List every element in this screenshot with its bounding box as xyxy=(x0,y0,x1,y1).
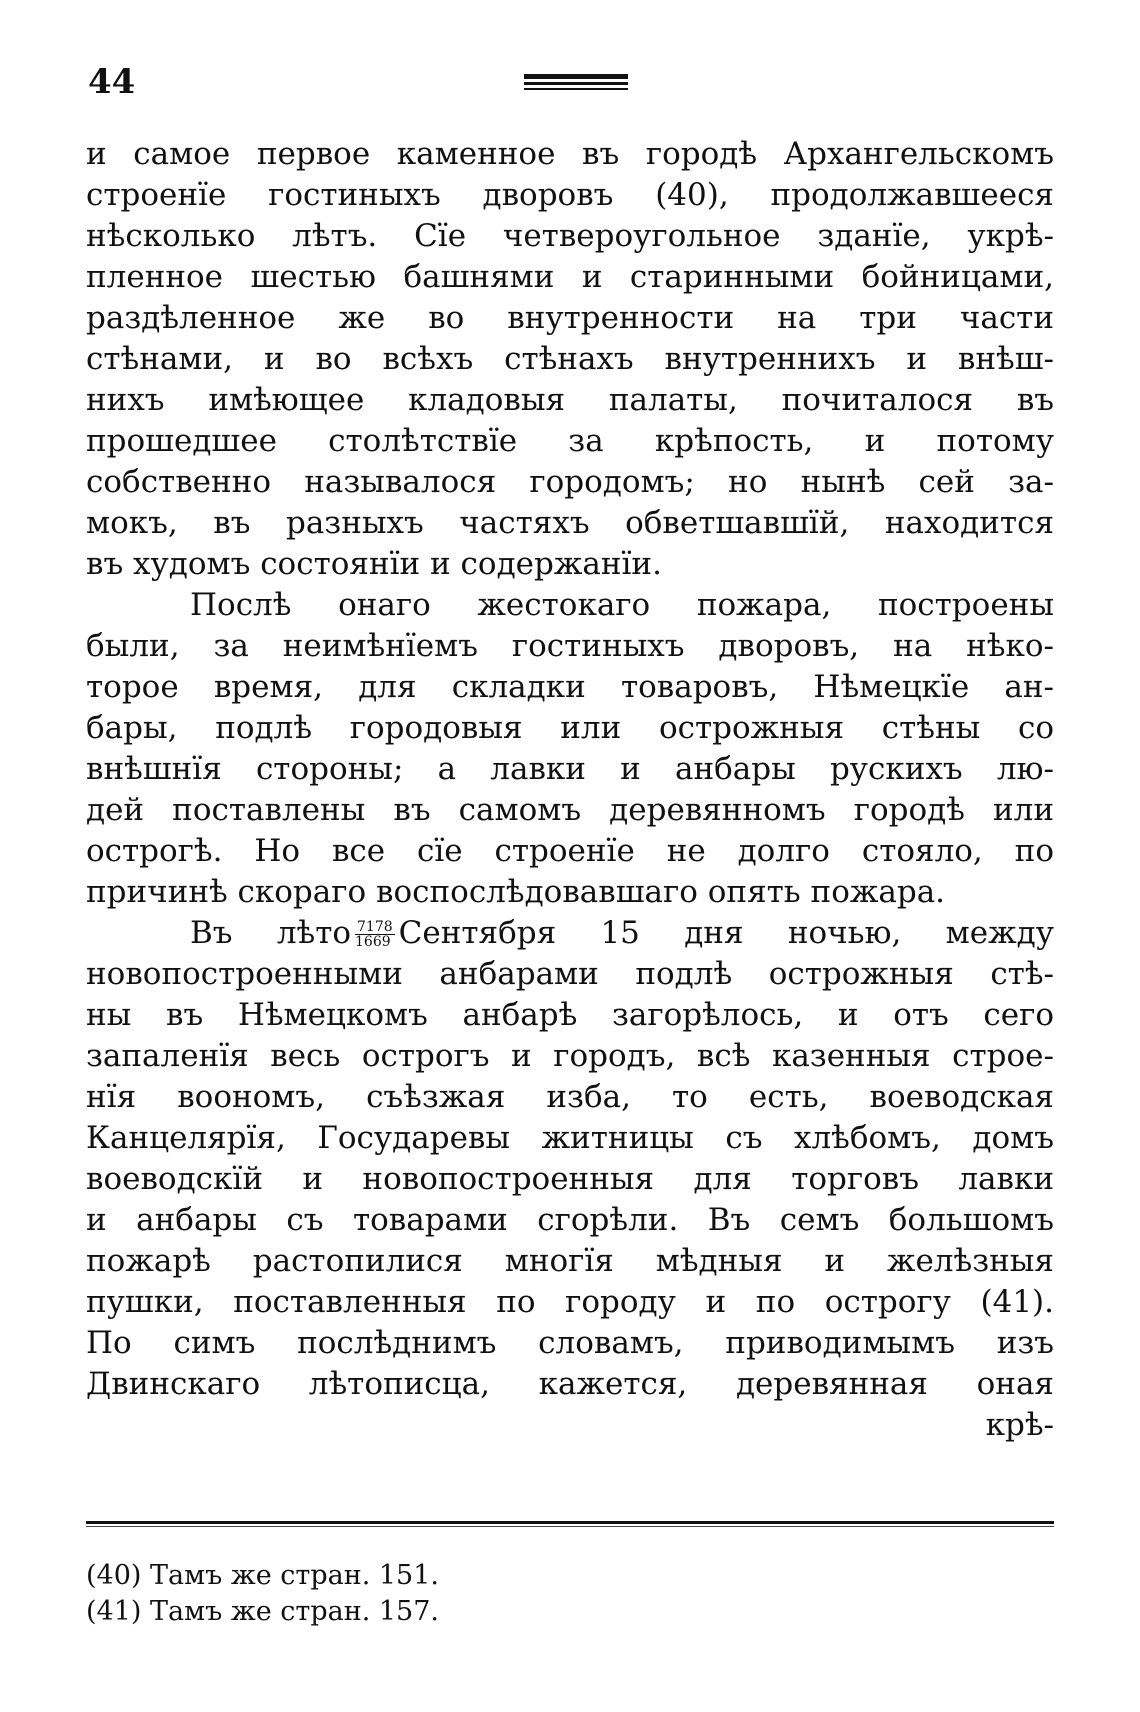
text-line: ны въ Нѣмецкомъ анбарѣ загорѣлось, и отъ сего xyxy=(86,997,1054,1033)
text-line: пушки, поставленныя по городу и по острогу (41). xyxy=(86,1284,1054,1320)
text-line: въ худомъ состоянїи и содержанїи. xyxy=(86,546,662,582)
text-line: пожарѣ растопилися многїя мѣдныя и желѣзныя xyxy=(86,1243,1054,1279)
text-fragment: Сентября 15 дня ночью, между xyxy=(398,915,1054,951)
text-line: Двинскаго лѣтописца, кажется, деревянная оная xyxy=(86,1366,1054,1402)
separator-line-thin xyxy=(86,1526,1054,1527)
text-line: собственно называлося городомъ; но нынѣ сей за- xyxy=(86,464,1054,500)
ornament-bar-thin xyxy=(524,88,628,90)
header-rule-ornament xyxy=(524,74,628,92)
text-line: запаленїя весь острогъ и городъ, всѣ казенныя строе- xyxy=(86,1038,1054,1074)
text-line: нїя воономъ, съѣзжая изба, то есть, воеводская xyxy=(86,1079,1054,1115)
footnotes xyxy=(86,1558,986,1630)
catchword: крѣ- xyxy=(985,1407,1054,1443)
text-line: воеводскїй и новопостроенныя для торговъ лавки xyxy=(86,1161,1054,1197)
text-line: прошедшее столѣтствїе за крѣпость, и потому xyxy=(86,423,1054,459)
text-line: причинѣ скораго воспослѣдовавшаго опять пожара. xyxy=(86,874,946,910)
paragraph-first-line: Послѣ онаго жестокаго пожара, построены xyxy=(190,587,1054,623)
text-line: Канцелярїя, Государевы житницы съ хлѣбомъ, домъ xyxy=(86,1120,1054,1156)
text-line: строенїе гостиныхъ дворовъ (40), продолжавшееся xyxy=(86,177,1054,213)
text-line: нѣсколько лѣтъ. Сїе четвероугольное зданїе, укрѣ- xyxy=(86,218,1054,254)
page-number: 44 xyxy=(88,62,136,102)
footnote-40: (40) Тамъ же стран. 151. xyxy=(86,1560,439,1591)
text-line: стѣнами, и во всѣхъ стѣнахъ внутреннихъ и внѣш- xyxy=(86,341,1054,377)
text-line: пленное шестью башнями и старинными бойницами, xyxy=(86,259,1054,295)
main-text xyxy=(86,134,1054,1446)
text-line: были, за неимѣнїемъ гостиныхъ дворовъ, на нѣко- xyxy=(86,628,1054,664)
text-line: бары, подлѣ городовыя или острожныя стѣны со xyxy=(86,710,1054,746)
year-denominator: 1669 xyxy=(355,934,391,950)
ornament-bar-thick xyxy=(524,74,628,79)
footnote-separator xyxy=(86,1521,1054,1529)
text-line: и анбары съ товарами сгорѣли. Въ семъ большомъ xyxy=(86,1202,1054,1238)
text-line: острогѣ. Но все сїе строенїе не долго стояло, по xyxy=(86,833,1054,869)
text-line: внѣшнїя стороны; а лавки и анбары рускихъ лю- xyxy=(86,751,1054,787)
ornament-bar-medium xyxy=(524,82,628,85)
separator-line-thick xyxy=(86,1521,1054,1524)
text-line: и самое первое каменное въ городѣ Архангельскомъ xyxy=(86,136,1054,172)
text-fragment: Въ лѣто xyxy=(190,915,352,951)
year-numerator: 7178 xyxy=(357,919,393,935)
text-line: По симъ послѣднимъ словамъ, приводимымъ изъ xyxy=(86,1325,1054,1361)
text-line: новопостроенными анбарами подлѣ острожныя стѣ- xyxy=(86,956,1054,992)
text-line: дей поставлены въ самомъ деревянномъ городѣ или xyxy=(86,792,1054,828)
text-line: мокъ, въ разныхъ частяхъ обветшавшїй, находится xyxy=(86,505,1054,541)
text-line: нихъ имѣющее кладовыя палаты, почиталося въ xyxy=(86,382,1054,418)
text-line: торое время, для складки товаровъ, Нѣмецкїе ан- xyxy=(86,669,1054,705)
footnote-41: (41) Тамъ же стран. 157. xyxy=(86,1596,439,1627)
year-fraction xyxy=(355,920,395,949)
paragraph-first-line xyxy=(86,913,1054,954)
text-line: раздѣленное же во внутренности на три части xyxy=(86,300,1054,336)
